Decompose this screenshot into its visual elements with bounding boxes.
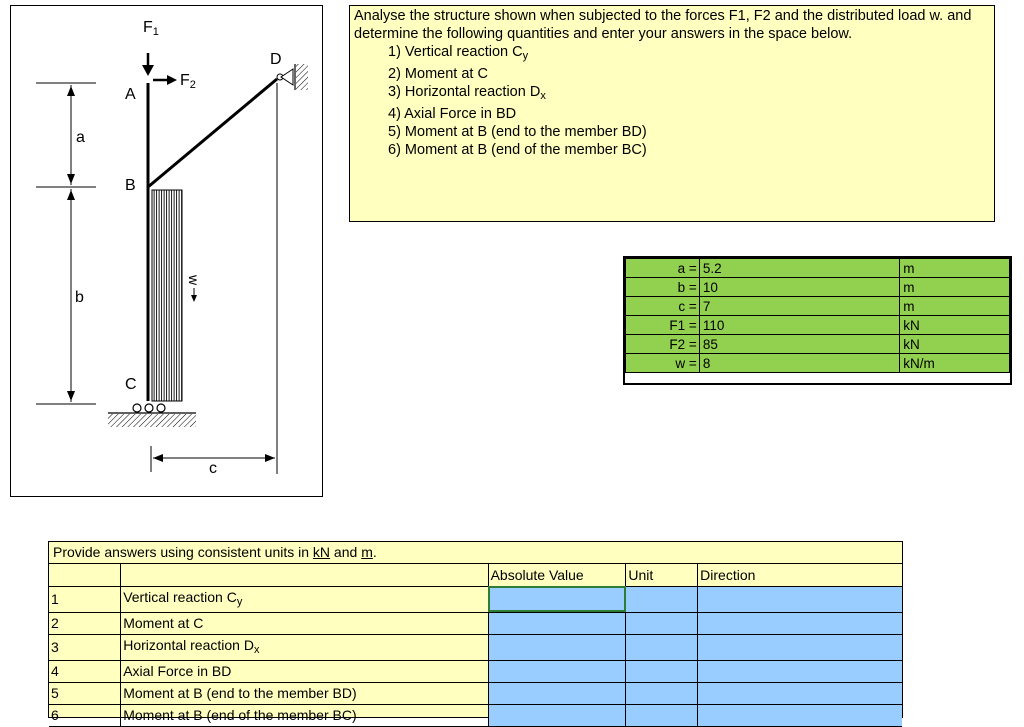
header-unit: Unit (626, 564, 698, 586)
answer-unit-cell[interactable] (626, 660, 698, 682)
roller-c-1 (133, 404, 141, 412)
row-quantity: Axial Force in BD (121, 660, 488, 682)
param-row (626, 354, 1010, 373)
member-bd (148, 79, 277, 187)
param-row (626, 297, 1010, 316)
answer-unit-cell[interactable] (626, 704, 698, 726)
param-name: a = (626, 259, 700, 278)
param-name: b = (626, 278, 700, 297)
param-value[interactable]: 7 (699, 297, 899, 316)
pin-support-d (281, 69, 293, 85)
problem-item: 3) Horizontal reaction $D_x$ (388, 84, 546, 102)
distributed-load (152, 190, 182, 401)
label-dim-a: a (76, 129, 85, 146)
answer-row (49, 704, 902, 726)
param-unit[interactable]: m (900, 278, 1010, 297)
row-quantity: Moment at C (121, 612, 488, 634)
answers-header-row (49, 564, 902, 586)
param-value[interactable]: 10 (699, 278, 899, 297)
answer-direction-cell[interactable] (698, 612, 902, 634)
param-row (626, 316, 1010, 335)
header-direction: Direction (698, 564, 902, 586)
param-unit[interactable]: kN (900, 316, 1010, 335)
answer-unit-cell[interactable] (626, 612, 698, 634)
header-absolute-value: Absolute Value (488, 564, 626, 586)
roller-c-2 (145, 404, 153, 412)
problem-item: 4) Axial Force in BD (388, 106, 517, 122)
problem-item: 6) Moment at B (end of the member BC) (388, 142, 647, 158)
answer-value-cell[interactable] (488, 634, 626, 660)
problem-intro: Analyse the structure shown when subjected to the forces F1, F2 and the distributed load w. and determine the following quantities and enter your answers in the space below. (354, 8, 972, 42)
row-quantity: Vertical reaction $C_y$ (121, 586, 488, 612)
answer-row (49, 682, 902, 704)
parameters-table (625, 258, 1010, 373)
label-c-node: C (125, 376, 137, 393)
roller-c-3 (157, 404, 165, 412)
param-row (626, 259, 1010, 278)
label-dim-b: b (75, 289, 84, 306)
answer-value-cell[interactable] (488, 612, 626, 634)
header-blank (49, 564, 121, 586)
answer-value-cell[interactable] (488, 704, 626, 726)
diagram-drawing (11, 6, 324, 498)
label-a-node: A (125, 86, 136, 103)
answers-title: Provide answers using consistent units in kN and m. (49, 542, 902, 564)
problem-item: 2) Moment at C (388, 66, 488, 82)
label-dim-c: c (209, 460, 217, 477)
header-blank (121, 564, 488, 586)
answer-value-cell[interactable] (488, 682, 626, 704)
param-row (626, 335, 1010, 354)
answer-row (49, 612, 902, 634)
answer-row (49, 634, 902, 660)
answer-direction-cell[interactable] (698, 660, 902, 682)
answer-direction-cell[interactable] (698, 682, 902, 704)
param-row (626, 278, 1010, 297)
row-number: 6 (49, 704, 121, 726)
structure-diagram (10, 5, 323, 497)
answer-direction-cell[interactable] (698, 634, 902, 660)
param-name: w = (626, 354, 700, 373)
param-value[interactable]: 8 (699, 354, 899, 373)
param-unit[interactable]: kN/m (900, 354, 1010, 373)
answer-unit-cell[interactable] (626, 682, 698, 704)
row-number: 3 (49, 634, 121, 660)
answer-row (49, 660, 902, 682)
param-unit[interactable]: kN (900, 335, 1010, 354)
row-quantity: Moment at B (end to the member BD) (121, 682, 488, 704)
answer-row (49, 586, 902, 612)
param-name: F2 = (626, 335, 700, 354)
answer-unit-cell[interactable] (626, 586, 698, 612)
param-value[interactable]: 85 (699, 335, 899, 354)
param-unit[interactable]: m (900, 297, 1010, 316)
label-w: w (186, 274, 203, 286)
answer-direction-cell[interactable] (698, 704, 902, 726)
label-d-node: D (270, 51, 282, 68)
param-unit[interactable]: m (900, 259, 1010, 278)
problem-list (354, 43, 990, 159)
label-f2: $F_2$ (180, 72, 196, 91)
answer-value-cell[interactable] (488, 660, 626, 682)
answers-table (49, 564, 902, 727)
row-quantity: Horizontal reaction $D_x$ (121, 634, 488, 660)
row-number: 1 (49, 586, 121, 612)
answers-panel (48, 541, 903, 723)
param-name: c = (626, 297, 700, 316)
row-number: 5 (49, 682, 121, 704)
row-number: 4 (49, 660, 121, 682)
param-name: F1 = (626, 316, 700, 335)
answer-value-cell[interactable] (488, 586, 626, 612)
row-number: 2 (49, 612, 121, 634)
answer-direction-cell[interactable] (698, 586, 902, 612)
problem-statement (349, 5, 995, 222)
label-b-node: B (125, 177, 136, 194)
problem-item: 1) Vertical reaction $C_y$ (388, 44, 529, 62)
param-value[interactable]: 110 (699, 316, 899, 335)
problem-item: 5) Moment at B (end to the member BD) (388, 124, 647, 140)
param-value[interactable]: 5.2 (699, 259, 899, 278)
label-f1: $F_1$ (143, 19, 159, 38)
row-quantity: Moment at B (end of the member BC) (121, 704, 488, 726)
answer-unit-cell[interactable] (626, 634, 698, 660)
